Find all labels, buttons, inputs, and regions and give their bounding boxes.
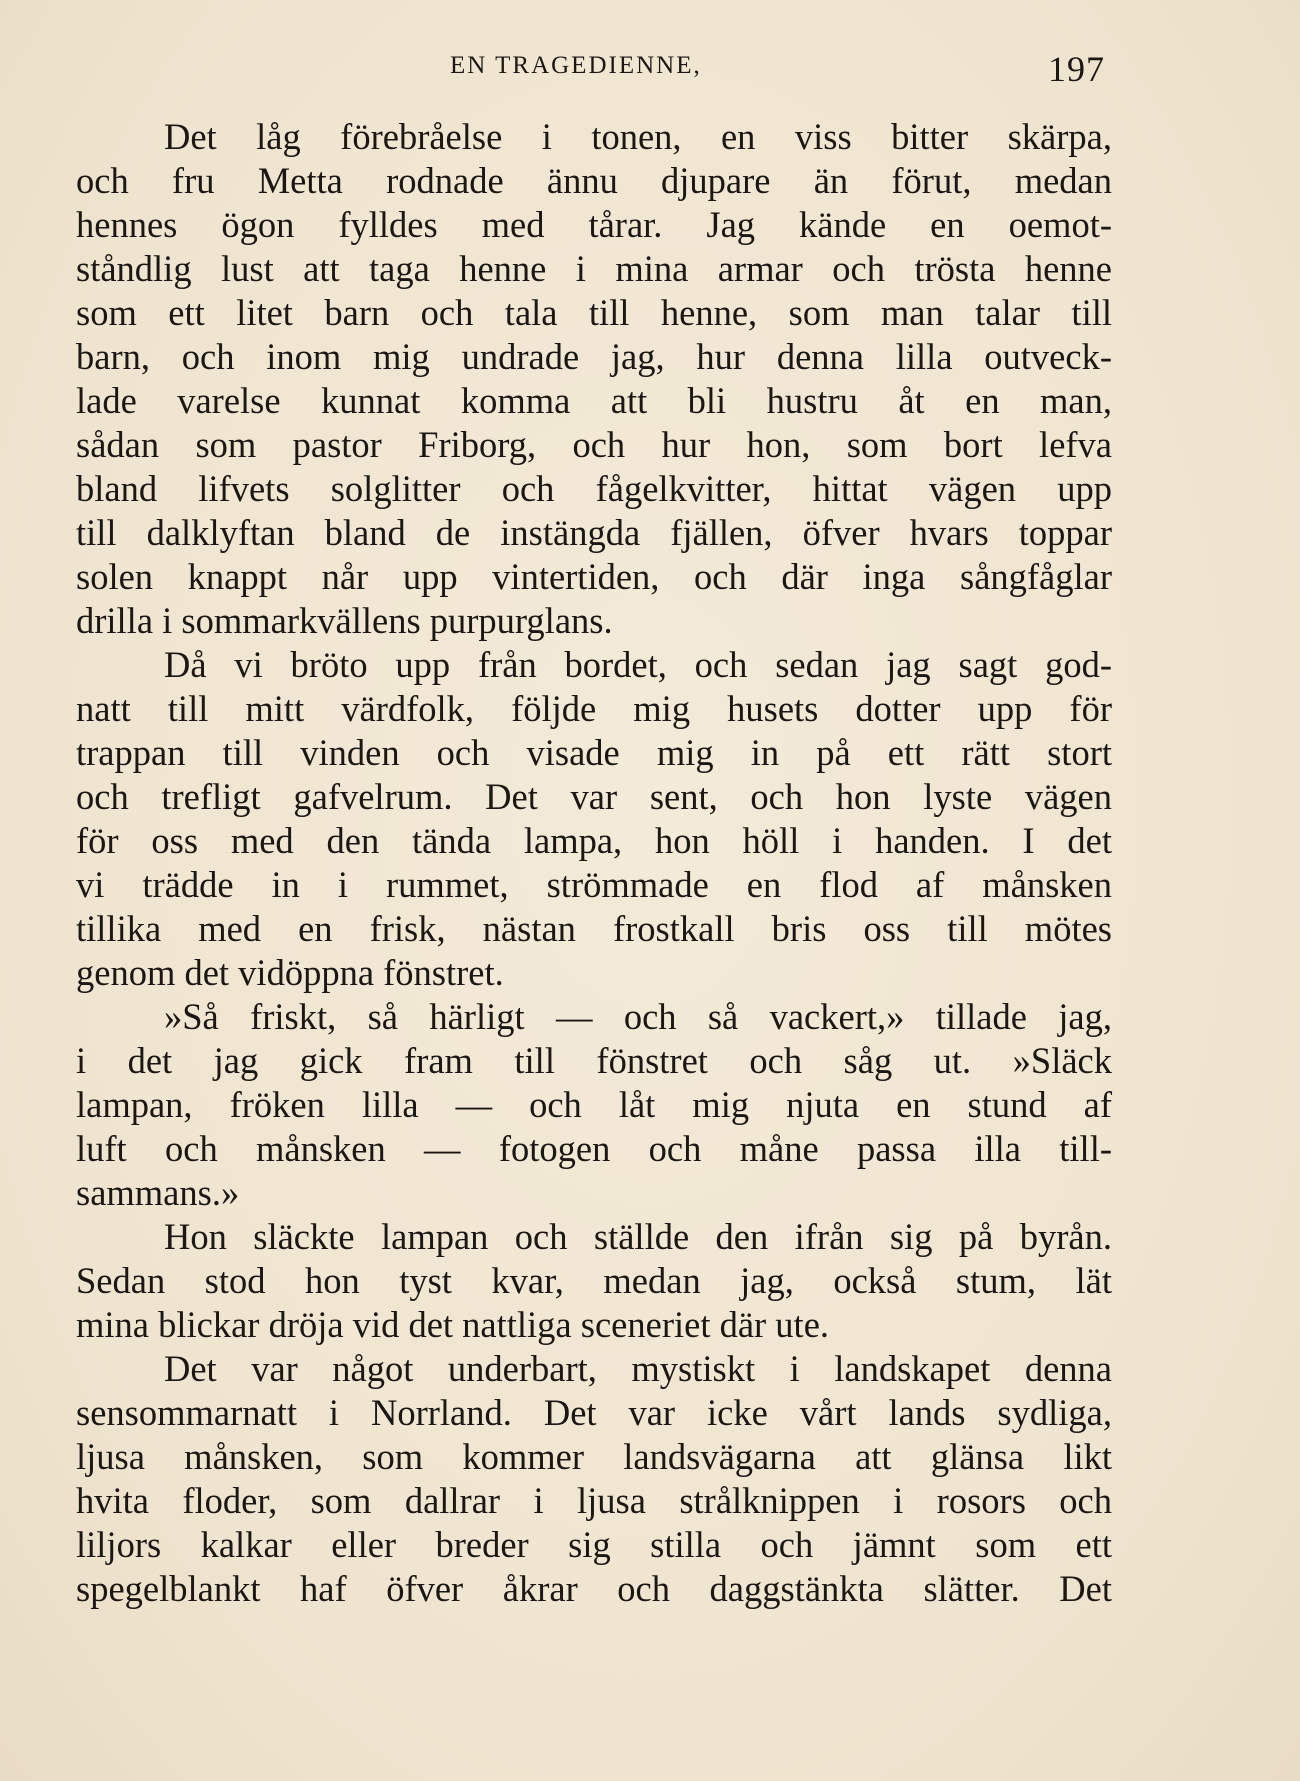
text-line: tillika med en frisk, nästan frostkall bris oss till mötes (76, 908, 1112, 949)
text-line: och fru Metta rodnade ännu djupare än förut, medan (76, 160, 1112, 201)
text-line: sensommarnatt i Norrland. Det var icke vårt lands sydliga, (76, 1392, 1112, 1433)
text-line: trappan till vinden och visade mig in på ett rätt stort (76, 732, 1112, 773)
body-text (76, 115, 1112, 1611)
text-line: luft och månsken — fotogen och måne passa illa till- (76, 1128, 1112, 1169)
text-line: genom det vidöppna fönstret. (76, 952, 504, 993)
text-line: bland lifvets solglitter och fågelkvitter, hittat vägen upp (76, 468, 1112, 509)
running-head (0, 49, 1300, 92)
running-title: EN TRAGEDIENNE, (450, 52, 702, 79)
text-line: sammans.» (76, 1172, 240, 1213)
text-line: solen knappt når upp vintertiden, och där inga sångfåglar (76, 556, 1112, 597)
text-line: natt till mitt värdfolk, följde mig husets dotter upp för (76, 688, 1112, 729)
text-line: Sedan stod hon tyst kvar, medan jag, också stum, lät (76, 1260, 1112, 1301)
text-line: Hon släckte lampan och ställde den ifrån sig på byrån. (164, 1216, 1112, 1257)
text-line: lampan, fröken lilla — och låt mig njuta en stund af (76, 1084, 1112, 1125)
page-number: 197 (1048, 49, 1105, 89)
text-line: och trefligt gafvelrum. Det var sent, och hon lyste vägen (76, 776, 1112, 817)
text-line: som ett litet barn och tala till henne, som man talar till (76, 292, 1112, 333)
text-line: ljusa månsken, som kommer landsvägarna att glänsa likt (76, 1436, 1112, 1477)
text-line: barn, och inom mig undrade jag, hur denna lilla outveck- (76, 336, 1112, 377)
text-line: hennes ögon fylldes med tårar. Jag kände en oemot- (76, 204, 1112, 245)
text-line: hvita floder, som dallrar i ljusa strålknippen i rosors och (76, 1480, 1112, 1521)
text-line: Det var något underbart, mystiskt i landskapet denna (164, 1348, 1112, 1389)
text-line: Det låg förebråelse i tonen, en viss bitter skärpa, (164, 116, 1112, 157)
text-line: i det jag gick fram till fönstret och såg ut. »Släck (76, 1040, 1112, 1081)
text-line: sådan som pastor Friborg, och hur hon, som bort lefva (76, 424, 1112, 465)
text-line: vi trädde in i rummet, strömmade en flod af månsken (76, 864, 1112, 905)
text-line: »Så friskt, så härligt — och så vackert,» tillade jag, (164, 996, 1112, 1037)
text-line: lade varelse kunnat komma att bli hustru åt en man, (76, 380, 1112, 421)
text-line: Då vi bröto upp från bordet, och sedan jag sagt god- (164, 644, 1112, 685)
text-line: till dalklyftan bland de instängda fjällen, öfver hvars toppar (76, 512, 1112, 553)
text-line: spegelblankt haf öfver åkrar och daggstänkta slätter. Det (76, 1568, 1112, 1609)
text-line: mina blickar dröja vid det nattliga sceneriet där ute. (76, 1304, 830, 1345)
text-line: drilla i sommarkvällens purpurglans. (76, 600, 613, 641)
text-line: för oss med den tända lampa, hon höll i handen. I det (76, 820, 1112, 861)
text-line: ståndlig lust att taga henne i mina armar och trösta henne (76, 248, 1112, 289)
text-line: liljors kalkar eller breder sig stilla och jämnt som ett (76, 1524, 1112, 1565)
